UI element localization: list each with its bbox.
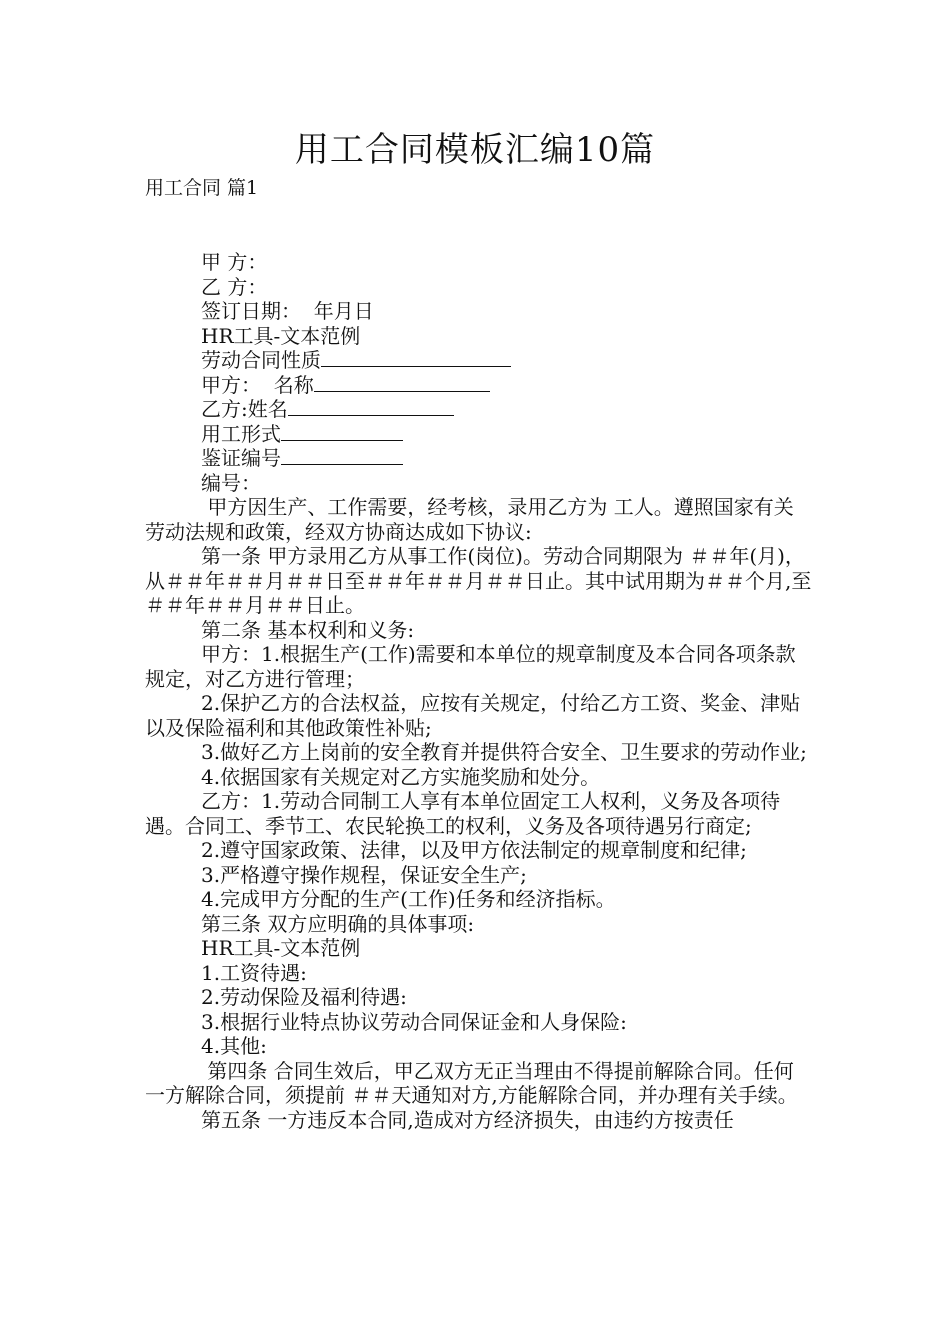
paragraph: 2.劳动保险及福利待遇: xyxy=(201,985,407,1009)
contract-nature-label: 劳动合同性质 xyxy=(201,348,321,372)
paragraph: 4.依据国家有关规定对乙方实施奖励和处分。 xyxy=(201,764,601,789)
sign-date-field: 签订日期： 年月日 xyxy=(201,299,374,323)
document-subtitle: 用工合同 篇1 xyxy=(145,177,259,199)
employment-form-label: 用工形式 xyxy=(201,421,281,446)
certification-number-label: 鉴证编号 xyxy=(201,446,281,470)
paragraph: 4.其他: xyxy=(201,1034,267,1058)
paragraph: 1.工资待遇: xyxy=(201,960,307,985)
employment-form-field xyxy=(145,422,813,447)
certification-number-blank xyxy=(281,446,403,465)
paragraph: 第五条 一方违反本合同,造成对方经济损失，由违约方按责任 xyxy=(201,1107,734,1132)
party-b-name-blank xyxy=(288,397,454,416)
party-a-name-blank xyxy=(314,373,490,392)
paragraph: 甲方因生产、工作需要，经考核，录用乙方为 工人。遵照国家有关劳动法规和政策，经双方协商达成如下协议: xyxy=(145,495,794,544)
paragraph: 3.根据行业特点协议劳动合同保证金和人身保险: xyxy=(201,1009,627,1034)
employment-form-blank xyxy=(281,422,403,441)
number-field: 编号： xyxy=(201,470,261,495)
document-body xyxy=(145,250,813,1132)
hr-tag: HR工具-文本范例 xyxy=(201,323,361,348)
paragraph: HR工具-文本范例 xyxy=(201,936,361,960)
paragraph: 4.完成甲方分配的生产(工作)任务和经济指标。 xyxy=(201,887,616,911)
paragraph: 乙方：1.劳动合同制工人享有本单位固定工人权利，义务及各项待遇。合同工、季节工、农民轮换工的权利，义务及各项待遇另行商定; xyxy=(145,789,781,838)
party-a-field: 甲 方： xyxy=(201,250,268,274)
paragraph: 甲方：1.根据生产(工作)需要和本单位的规章制度及本合同各项条款规定，对乙方进行管理； xyxy=(145,642,796,691)
document-title: 用工合同模板汇编10篇 xyxy=(294,130,656,170)
paragraph: 3.做好乙方上岗前的安全教育并提供符合安全、卫生要求的劳动作业; xyxy=(201,740,807,764)
paragraph: 2.保护乙方的合法权益，应按有关规定，付给乙方工资、奖金、津贴以及保险福利和其他政策性补贴; xyxy=(145,691,801,740)
paragraph: 第一条 甲方录用乙方从事工作(岗位)。劳动合同期限为 ＃＃年(月)，从＃＃年＃＃月＃＃日至＃＃年＃＃月＃＃日止。其中试用期为＃＃个月,至＃＃年＃＃月＃＃日止。 xyxy=(145,544,812,617)
paragraph: 第三条 双方应明确的具体事项: xyxy=(201,911,475,936)
party-b-name-label: 乙方:姓名 xyxy=(201,397,288,421)
party-b-field: 乙 方： xyxy=(201,274,268,299)
paragraph: 第四条 合同生效后，甲乙双方无正当理由不得提前解除合同。任何一方解除合同，须提前 ＃＃天通知对方,方能解除合同，并办理有关手续。 xyxy=(145,1058,798,1107)
paragraph: 2.遵守国家政策、法律，以及甲方依法制定的规章制度和纪律; xyxy=(201,838,747,862)
paragraph: 第二条 基本权利和义务: xyxy=(201,617,415,642)
paragraph: 3.严格遵守操作规程，保证安全生产; xyxy=(201,862,527,887)
contract-nature-field xyxy=(145,348,813,373)
party-b-name-field xyxy=(145,397,813,422)
contract-nature-blank xyxy=(321,348,511,367)
certification-number-field xyxy=(145,446,813,471)
party-a-name-label: 甲方： 名称 xyxy=(201,372,314,397)
party-a-name-field xyxy=(145,373,813,398)
